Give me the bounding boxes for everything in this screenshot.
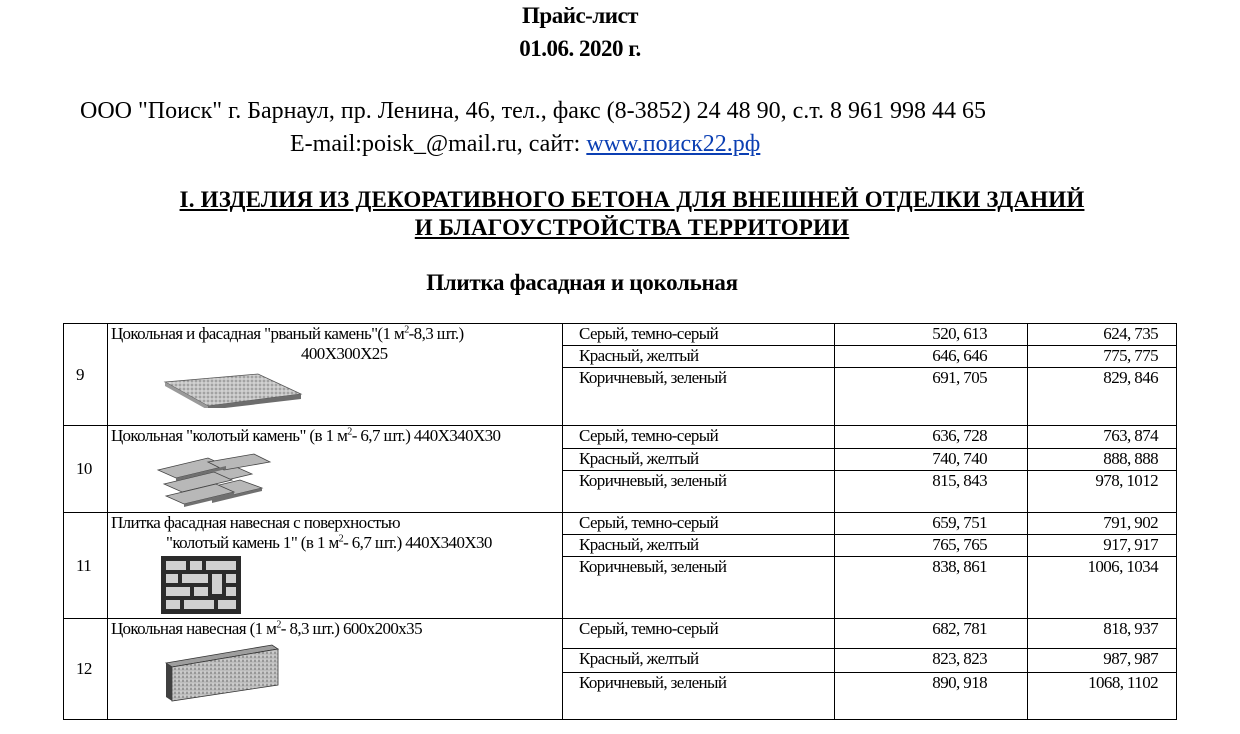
contact-email-line: [290, 131, 760, 158]
price-cell: 829, 846: [1028, 368, 1177, 426]
price-cell: 823, 823: [835, 649, 1028, 673]
section-title-cont: И БЛАГОУСТРОЙСТВА ТЕРРИТОРИИ: [414, 215, 850, 240]
site-link[interactable]: www.поиск22.рф: [586, 131, 761, 157]
price-cell: 520, 613: [835, 324, 1028, 346]
plinth-panel-icon: [162, 643, 282, 703]
product-number: 11: [64, 513, 108, 619]
product-description: Цокольная "колотый камень" (в 1 $м^2-$ 6,7 шт.) 440Х340Х30: [108, 426, 563, 513]
price-cell: 917, 917: [1028, 535, 1177, 557]
stone-slab-icon: [163, 372, 303, 408]
price-cell: 636, 728: [835, 426, 1028, 449]
price-cell: 815, 843: [835, 471, 1028, 513]
price-table: [63, 323, 1177, 720]
price-cell: 682, 781: [835, 619, 1028, 649]
product-description: Плитка фасадная навесная с поверхностью "колотый камень 1" (в 1 $м^2-$ 6,7 шт.) 440Х340Х30: [108, 513, 563, 619]
color-cell: Коричневый, зеленый: [563, 673, 835, 720]
email-text: E-mail:poisk_@mail.ru, сайт:: [290, 131, 587, 157]
section-subtitle: Плитка фасадная и цокольная: [426, 270, 738, 295]
price-date: 01.06. 2020 г.: [519, 36, 641, 61]
price-cell: 987, 987: [1028, 649, 1177, 673]
split-stone-tiles-icon: [154, 452, 274, 510]
color-cell: Серый, темно-серый: [563, 426, 835, 449]
color-cell: Красный, желтый: [563, 346, 835, 368]
table-row: [64, 513, 1177, 535]
color-cell: Красный, желтый: [563, 449, 835, 471]
price-cell: 791, 902: [1028, 513, 1177, 535]
color-cell: Серый, темно-серый: [563, 324, 835, 346]
product-number: 10: [64, 426, 108, 513]
price-cell: 691, 705: [835, 368, 1028, 426]
price-cell: 1006, 1034: [1028, 557, 1177, 619]
price-cell: 763, 874: [1028, 426, 1177, 449]
price-cell: 765, 765: [835, 535, 1028, 557]
color-cell: Красный, желтый: [563, 535, 835, 557]
section-title: I. ИЗДЕЛИЯ ИЗ ДЕКОРАТИВНОГО БЕТОНА ДЛЯ ВНЕШНЕЙ ОТДЕЛКИ ЗДАНИЙ: [179, 187, 1085, 212]
price-cell: 818, 937: [1028, 619, 1177, 649]
page-title: Прайс-лист: [522, 3, 638, 28]
product-description: Цокольная навесная (1 $м^2-$ 8,3 шт.) 600х200х35: [108, 619, 563, 720]
price-cell: 888, 888: [1028, 449, 1177, 471]
price-cell: 659, 751: [835, 513, 1028, 535]
table-row: [64, 324, 1177, 346]
table-row: [64, 426, 1177, 449]
color-cell: Серый, темно-серый: [563, 513, 835, 535]
product-description: Цокольная и фасадная "рваный камень"(1 $м^2-8,3$ шт.) 400Х300Х25: [108, 324, 563, 426]
table-row: [64, 619, 1177, 649]
price-cell: 890, 918: [835, 673, 1028, 720]
price-cell: 1068, 1102: [1028, 673, 1177, 720]
price-cell: 838, 861: [835, 557, 1028, 619]
product-number: 12: [64, 619, 108, 720]
price-cell: 978, 1012: [1028, 471, 1177, 513]
color-cell: Серый, темно-серый: [563, 619, 835, 649]
product-number: 9: [64, 324, 108, 426]
hanging-tile-icon: [160, 555, 242, 615]
price-cell: 775, 775: [1028, 346, 1177, 368]
color-cell: Коричневый, зеленый: [563, 368, 835, 426]
price-cell: 646, 646: [835, 346, 1028, 368]
color-cell: Красный, желтый: [563, 649, 835, 673]
company-contacts: ООО "Поиск" г. Барнаул, пр. Ленина, 46, тел., факс (8-3852) 24 48 90, с.т. 8 961 998 44 65: [80, 98, 986, 124]
color-cell: Коричневый, зеленый: [563, 471, 835, 513]
price-cell: 624, 735: [1028, 324, 1177, 346]
color-cell: Коричневый, зеленый: [563, 557, 835, 619]
price-cell: 740, 740: [835, 449, 1028, 471]
